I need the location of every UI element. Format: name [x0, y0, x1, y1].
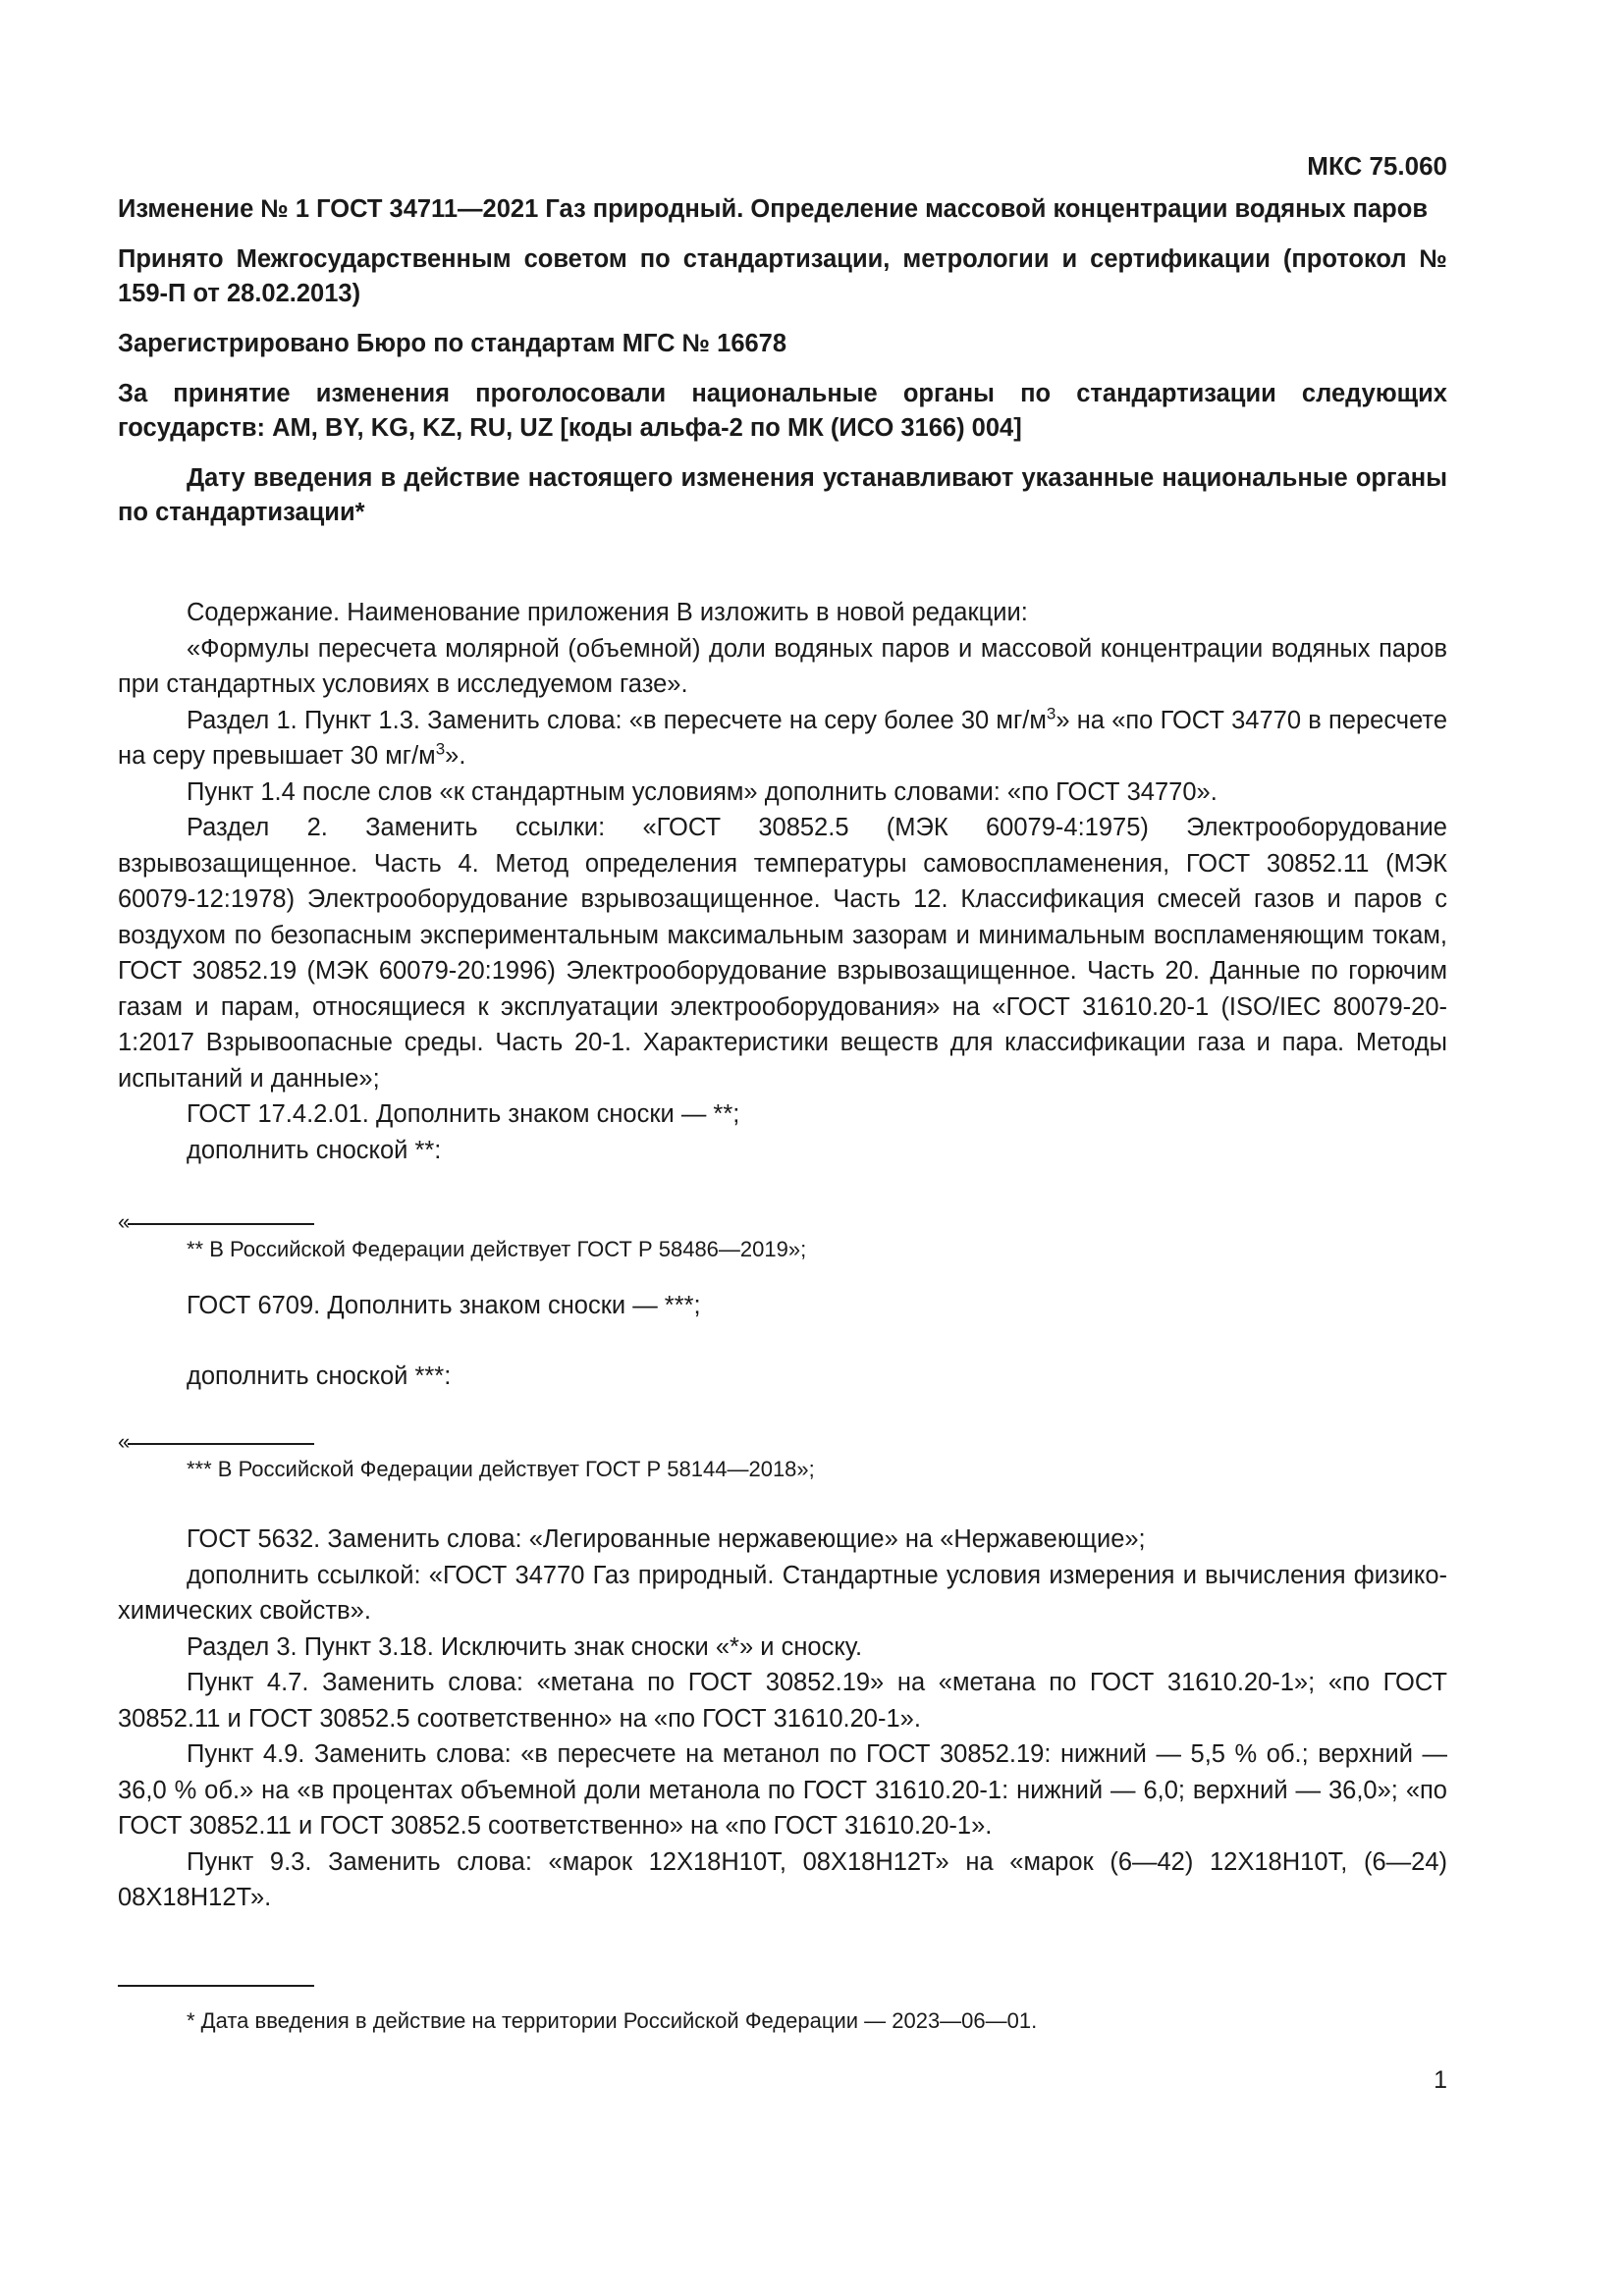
body-paragraph: ГОСТ 5632. Заменить слова: «Легированные нержавеющие» на «Нержавеющие»;	[187, 1525, 1146, 1553]
amendment-title: Изменение № 1 ГОСТ 34711—2021 Газ природный. Определение массовой концентрации водяных паров	[118, 195, 1428, 223]
body-paragraph: ГОСТ 17.4.2.01. Дополнить знаком сноски — **;	[187, 1100, 740, 1128]
footnote-separator	[128, 1223, 314, 1225]
body-paragraph-section-1: Раздел 1. Пункт 1.3. Заменить слова: «в пересчете на серу более 30 $мг/м^3$» на «по ГОСТ 34770 в пересчете на серу превышает 30 $мг/м^3$».	[118, 704, 1447, 770]
opening-quote: «	[118, 1209, 131, 1234]
adopted-statement: Принято Межгосударственным советом по стандартизации, метрологии и сертификации (протокол № 159-П от 28.02.2013)	[118, 245, 1447, 307]
body-paragraph: Пункт 1.4 после слов «к стандартным условиям» дополнить словами: «по ГОСТ 34770».	[187, 777, 1218, 806]
amendment-body-part-2	[118, 1522, 1447, 1916]
body-paragraph: ГОСТ 6709. Дополнить знаком сноски — ***;	[187, 1292, 701, 1319]
inserted-footnote-1	[118, 1211, 1447, 1270]
registration-statement: Зарегистрировано Бюро по стандартам МГС № 16678	[118, 330, 787, 357]
inserted-footnote-2	[118, 1431, 1447, 1490]
superscript: 3	[435, 739, 446, 759]
page-footnote-separator	[118, 1985, 314, 1987]
body-paragraph: Пункт 4.7. Заменить слова: «метана по ГОСТ 30852.19» на «метана по ГОСТ 31610.20-1»; «по ГОСТ 30852.11 и ГОСТ 30852.5 соответственно» на «по ГОСТ 31610.20-1».	[118, 1669, 1447, 1733]
body-paragraph-section-2: Раздел 2. Заменить ссылки: «ГОСТ 30852.5 (МЭК 60079-4:1975) Электрооборудование взрывозащищенное. Часть 4. Метод определения температуры самовоспламенения, ГОСТ 30852.11 (МЭК 60079-12:1978) Электрооборудование взрывозащищенное. Часть 12. Классификация смесей газов и паров с воздухом по безопасным экспериментальным максимальным зазорам и минимальным воспламеняющим токам, ГОСТ 30852.19 (МЭК 60079-20:1996) Электрооборудование взрывозащищенное. Часть 20. Данные по горючим газам и парам, относящиеся к эксплуатации электрооборудования» на «ГОСТ 31610.20-1 (ISO/IEC 80079-20-1:2017 Взрывоопасные среды. Часть 20-1. Характеристики веществ для классификации газа и пара. Методы испытаний и данные»;	[118, 814, 1447, 1093]
mks-code: МКС 75.060	[1307, 151, 1447, 181]
footnote-separator	[128, 1443, 314, 1445]
body-paragraph-section-3: Раздел 3. Пункт 3.18. Исключить знак сноски «*» и сноску.	[187, 1632, 863, 1661]
document-page	[118, 0, 1447, 2296]
opening-quote: «	[118, 1429, 131, 1454]
footnote-text: *** В Российской Федерации действует ГОСТ Р 58144—2018»;	[187, 1457, 815, 1481]
page-number: 1	[1434, 2066, 1447, 2094]
amendment-body-part-1	[118, 595, 1447, 1168]
body-paragraph: Пункт 4.9. Заменить слова: «в пересчете на метанол по ГОСТ 30852.19: нижний — 5,5 % об.; верхний — 36,0 % об.» на «в процентах объемной доли метанола по ГОСТ 31610.20-1: нижний — 6,0; верхний — 36,0»; «по ГОСТ 30852.11 и ГОСТ 30852.5 соответственно» на «по ГОСТ 31610.20-1».	[118, 1740, 1447, 1840]
body-paragraph: «Формулы пересчета молярной (объемной) доли водяных паров и массовой концентрации водяных паров при стандартных условиях в исследуемом газе».	[118, 634, 1447, 698]
body-paragraph: дополнить сноской **:	[187, 1136, 442, 1164]
effective-date-statement: Дату введения в действие настоящего изменения устанавливают указанные национальные органы по стандартизации*	[118, 464, 1447, 526]
body-paragraph: Содержание. Наименование приложения В изложить в новой редакции:	[187, 599, 1028, 626]
body-paragraph: Пункт 9.3. Заменить слова: «марок 12Х18Н10Т, 08Х18Н12Т» на «марок (6—42) 12Х18Н10Т, (6—24) 08Х18Н12Т».	[118, 1847, 1447, 1911]
voting-statement: За принятие изменения проголосовали национальные органы по стандартизации следующих государств: AM, BY, KG, KZ, RU, UZ [коды альфа-2 по МК (ИСО 3166) 004]	[118, 380, 1447, 442]
superscript: 3	[1046, 704, 1056, 722]
body-paragraph: дополнить ссылкой: «ГОСТ 34770 Газ природный. Стандартные условия измерения и вычисления физико-химических свойств».	[118, 1561, 1447, 1625]
footnote-text: ** В Российской Федерации действует ГОСТ Р 58486—2019»;	[187, 1237, 807, 1261]
body-paragraph: дополнить сноской ***:	[187, 1362, 452, 1390]
amendment-header	[118, 192, 1447, 546]
page-footnote: * Дата введения в действие на территории Российской Федерации — 2023—06—01.	[187, 2008, 1038, 2033]
